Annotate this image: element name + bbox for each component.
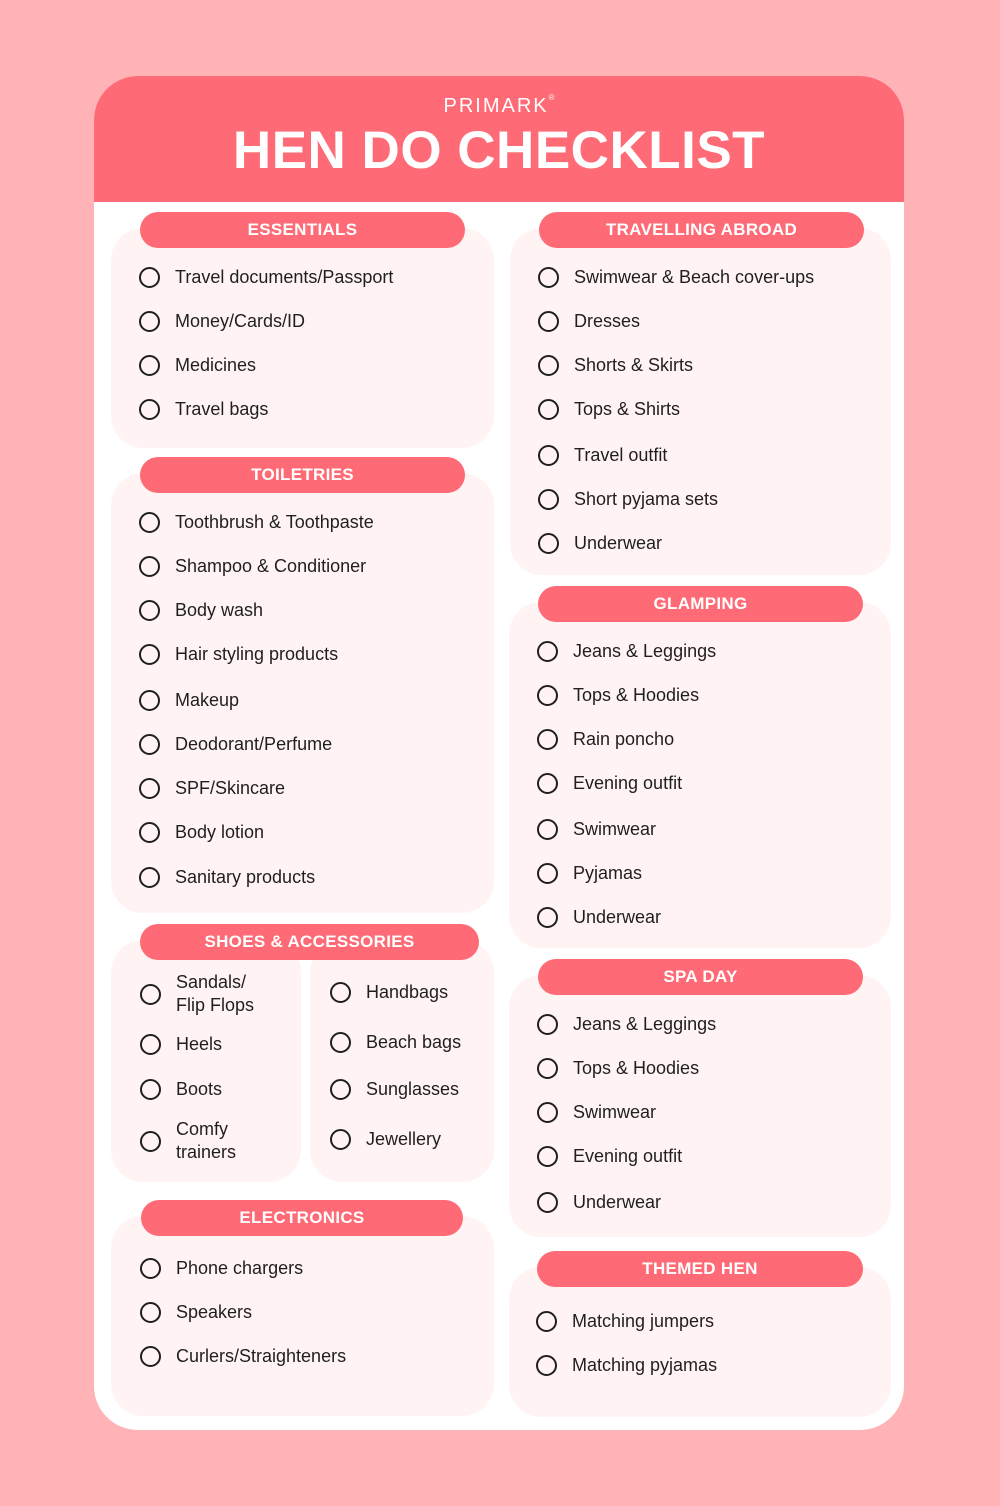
checklist-item-label: Jeans & Leggings xyxy=(573,641,717,661)
checklist-item[interactable] xyxy=(537,684,699,707)
checkbox-circle[interactable] xyxy=(330,1129,351,1150)
checkbox-circle[interactable] xyxy=(140,984,161,1005)
checklist-item[interactable] xyxy=(140,1345,346,1368)
spa-heading: SPA DAY xyxy=(538,959,863,995)
checkbox-circle[interactable] xyxy=(537,1014,558,1035)
checkbox-circle[interactable] xyxy=(536,1311,557,1332)
checklist-item-label: Underwear xyxy=(573,1192,662,1212)
checklist-item[interactable] xyxy=(536,1310,714,1333)
checklist-item-label: Shorts & Skirts xyxy=(574,355,694,375)
checkbox-circle[interactable] xyxy=(537,863,558,884)
checklist-item-label: Body lotion xyxy=(175,822,265,842)
checkbox-circle[interactable] xyxy=(537,729,558,750)
checklist-item[interactable] xyxy=(536,1354,717,1377)
checklist-item-label: Speakers xyxy=(176,1302,253,1322)
checkbox-circle[interactable] xyxy=(140,1079,161,1100)
checklist-item-label: Beach bags xyxy=(366,1032,462,1052)
checkbox-circle[interactable] xyxy=(537,773,558,794)
checkbox-circle[interactable] xyxy=(139,355,160,376)
checklist-item-label: Tops & Hoodies xyxy=(573,1058,700,1078)
checklist-item-label: Sandals/ Flip Flops xyxy=(176,972,255,1015)
checkbox-circle[interactable] xyxy=(139,867,160,888)
checklist-item[interactable] xyxy=(538,266,814,289)
checklist-item-label: Sunglasses xyxy=(366,1079,460,1099)
checkbox-circle[interactable] xyxy=(140,1131,161,1152)
checkbox-circle[interactable] xyxy=(537,1192,558,1213)
checkbox-circle[interactable] xyxy=(139,267,160,288)
checklist-item-label: Swimwear & Beach cover-ups xyxy=(574,267,815,287)
checklist-item[interactable] xyxy=(139,354,256,377)
checklist-item-label: Money/Cards/ID xyxy=(175,311,306,331)
checklist-item[interactable] xyxy=(139,599,263,622)
themed-heading: THEMED HEN xyxy=(537,1251,863,1287)
checklist-item-label: Swimwear xyxy=(573,819,657,839)
checklist-item[interactable] xyxy=(140,1033,222,1056)
checkbox-circle[interactable] xyxy=(139,512,160,533)
checklist-item-label: Travel outfit xyxy=(574,445,668,465)
checklist-item-label: Phone chargers xyxy=(176,1258,304,1278)
checklist-item[interactable] xyxy=(538,532,662,555)
travelling-heading: TRAVELLING ABROAD xyxy=(539,212,864,248)
checklist-item[interactable] xyxy=(538,444,667,467)
checkbox-circle[interactable] xyxy=(139,734,160,755)
checklist-item-label: Sanitary products xyxy=(175,867,316,887)
checklist-item[interactable] xyxy=(537,1057,699,1080)
checkbox-circle[interactable] xyxy=(330,1079,351,1100)
checklist-item-label: Short pyjama sets xyxy=(574,489,719,509)
checklist-item[interactable] xyxy=(538,354,693,377)
checkbox-circle[interactable] xyxy=(537,1102,558,1123)
checkbox-circle[interactable] xyxy=(538,267,559,288)
checklist-item[interactable] xyxy=(537,1191,661,1214)
checklist-item[interactable] xyxy=(139,777,285,800)
checkbox-circle[interactable] xyxy=(140,1258,161,1279)
checklist-item[interactable] xyxy=(139,643,338,666)
checklist-item[interactable] xyxy=(537,818,656,841)
checklist-item-label: Evening outfit xyxy=(573,1146,683,1166)
checklist-item-label: Matching jumpers xyxy=(572,1311,715,1331)
checklist-item[interactable] xyxy=(537,862,642,885)
checkbox-circle[interactable] xyxy=(537,641,558,662)
checklist-item[interactable] xyxy=(330,1031,461,1054)
checklist-item[interactable] xyxy=(538,398,680,421)
checkbox-circle[interactable] xyxy=(538,489,559,510)
checkbox-circle[interactable] xyxy=(330,1032,351,1053)
checklist-item[interactable] xyxy=(330,1078,459,1101)
checklist-item[interactable] xyxy=(140,1301,252,1324)
checklist-item[interactable] xyxy=(140,1118,236,1164)
checklist-item[interactable] xyxy=(537,1101,656,1124)
checklist-item[interactable] xyxy=(537,728,674,751)
checklist-item-label: Toothbrush & Toothpaste xyxy=(175,512,374,532)
checklist-item[interactable] xyxy=(330,1128,441,1151)
checkbox-circle[interactable] xyxy=(537,907,558,928)
checkbox-circle[interactable] xyxy=(139,822,160,843)
checklist-item[interactable] xyxy=(140,971,254,1017)
checklist-item[interactable] xyxy=(537,906,661,929)
shoes-heading: SHOES & ACCESSORIES xyxy=(140,924,479,960)
checklist-item-label: Jewellery xyxy=(366,1129,442,1149)
checklist-item[interactable] xyxy=(139,555,366,578)
checkbox-circle[interactable] xyxy=(538,311,559,332)
checklist-item-label: Travel bags xyxy=(175,399,269,419)
checklist-item-label: Jeans & Leggings xyxy=(573,1014,717,1034)
checklist-item[interactable] xyxy=(139,398,268,421)
checklist-item-label: Underwear xyxy=(574,533,663,553)
checklist-item-label: Tops & Shirts xyxy=(574,399,681,419)
checklist-item-label: Hair styling products xyxy=(175,644,339,664)
glamping-heading: GLAMPING xyxy=(538,586,863,622)
checklist-item[interactable] xyxy=(537,1145,682,1168)
checklist-item[interactable] xyxy=(537,640,716,663)
checklist-item[interactable] xyxy=(139,266,393,289)
checklist-item[interactable] xyxy=(537,772,682,795)
essentials-heading: ESSENTIALS xyxy=(140,212,465,248)
checkbox-circle[interactable] xyxy=(140,1302,161,1323)
checklist-item-label: Matching pyjamas xyxy=(572,1355,718,1375)
checklist-item-label: Medicines xyxy=(175,355,257,375)
checkbox-circle[interactable] xyxy=(139,778,160,799)
checkbox-circle[interactable] xyxy=(538,399,559,420)
checklist-item-label: Boots xyxy=(176,1079,223,1099)
checklist-item[interactable] xyxy=(538,310,640,333)
checklist-item[interactable] xyxy=(140,1078,222,1101)
checkbox-circle[interactable] xyxy=(139,311,160,332)
checkbox-circle[interactable] xyxy=(139,556,160,577)
checkbox-circle[interactable] xyxy=(536,1355,557,1376)
electronics-heading: ELECTRONICS xyxy=(141,1200,463,1236)
checklist-item-label: Swimwear xyxy=(573,1102,657,1122)
checklist-item-label: Evening outfit xyxy=(573,773,683,793)
checklist-item-label: Rain poncho xyxy=(573,729,675,749)
checklist-item-label: Heels xyxy=(176,1034,223,1054)
checkbox-circle[interactable] xyxy=(537,1146,558,1167)
checklist-item[interactable] xyxy=(537,1013,716,1036)
page-title: HEN DO CHECKLIST xyxy=(232,121,766,180)
checklist-item-label: Body wash xyxy=(175,600,264,620)
checklist-item[interactable] xyxy=(140,1257,303,1280)
checklist-item[interactable] xyxy=(330,981,448,1004)
themed-panel xyxy=(509,1267,891,1417)
checklist-item-label: Makeup xyxy=(175,690,240,710)
checklist-item-label: Deodorant/Perfume xyxy=(175,734,333,754)
checklist-item-label: Curlers/Straighteners xyxy=(176,1346,347,1366)
checklist-item-label: Shampoo & Conditioner xyxy=(175,556,367,576)
toiletries-heading: TOILETRIES xyxy=(140,457,465,493)
checklist-item-label: Tops & Hoodies xyxy=(573,685,700,705)
checklist-item-label: SPF/Skincare xyxy=(175,778,286,798)
checklist-item-label: Dresses xyxy=(574,311,641,331)
checkbox-circle[interactable] xyxy=(537,819,558,840)
checkbox-circle[interactable] xyxy=(537,685,558,706)
checkbox-circle[interactable] xyxy=(139,399,160,420)
checklist-item[interactable] xyxy=(139,689,239,712)
checkbox-circle[interactable] xyxy=(140,1346,161,1367)
brand-logo: PRIMARK® xyxy=(443,93,555,117)
header-banner xyxy=(94,76,904,202)
checkbox-circle[interactable] xyxy=(538,445,559,466)
checklist-item[interactable] xyxy=(139,310,305,333)
checkbox-circle[interactable] xyxy=(330,982,351,1003)
checkbox-circle[interactable] xyxy=(538,533,559,554)
checkbox-circle[interactable] xyxy=(139,644,160,665)
checklist-item-label: Underwear xyxy=(573,907,662,927)
checklist-item-label: Pyjamas xyxy=(573,863,643,883)
checklist-item-label: Travel documents/Passport xyxy=(175,267,394,287)
checkbox-circle[interactable] xyxy=(538,355,559,376)
checklist-item[interactable] xyxy=(139,511,374,534)
checkbox-circle[interactable] xyxy=(140,1034,161,1055)
checklist-item[interactable] xyxy=(139,733,332,756)
checklist-item[interactable] xyxy=(139,866,315,889)
checklist-item[interactable] xyxy=(139,821,264,844)
checklist-item-label: Handbags xyxy=(366,982,449,1002)
checkbox-circle[interactable] xyxy=(139,690,160,711)
checkbox-circle[interactable] xyxy=(139,600,160,621)
checklist-item-label: Comfy trainers xyxy=(176,1119,237,1162)
checkbox-circle[interactable] xyxy=(537,1058,558,1079)
checklist-item[interactable] xyxy=(538,488,718,511)
